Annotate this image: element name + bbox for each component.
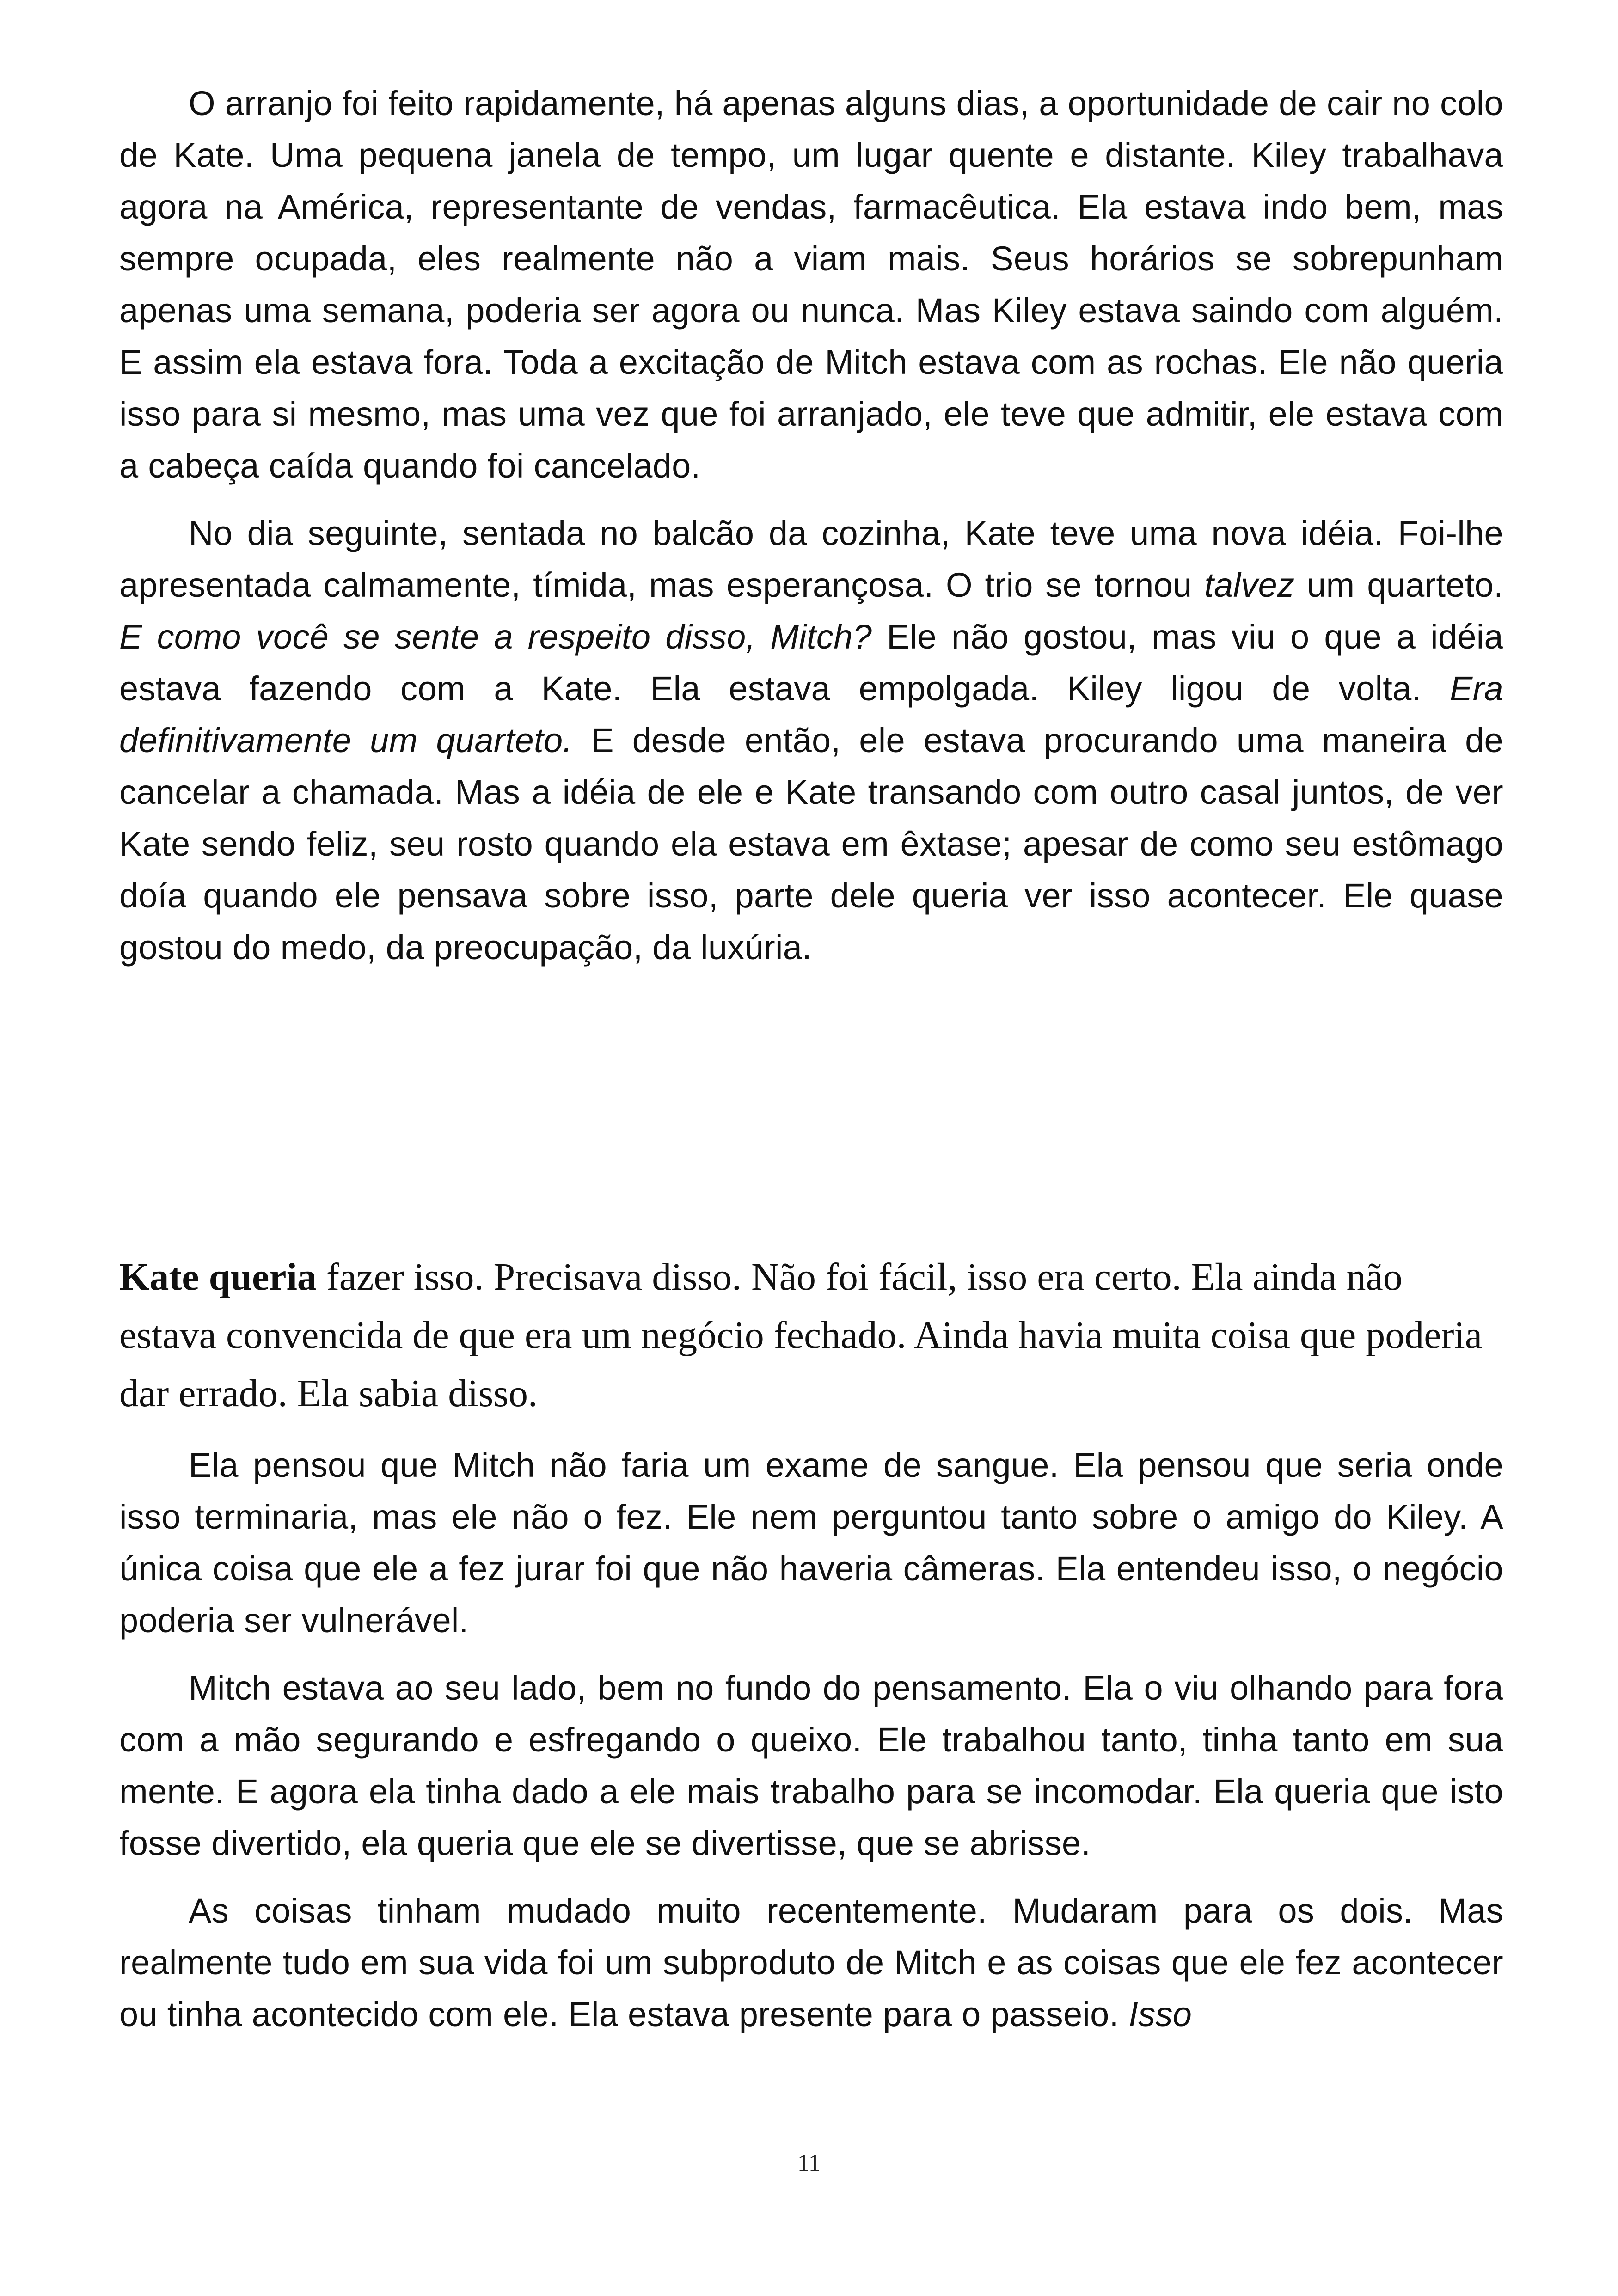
section-opening-text: fazer isso. Precisava disso. Não foi fácil, isso era certo. Ela ainda não estava convencida de que era um negócio fechado. Ainda havia muita coisa que poderia dar errado. Ela sabia disso. (119, 1255, 1483, 1415)
section-lead-in: Kate queria (119, 1255, 317, 1298)
paragraph-text: No dia seguinte, sentada no balcão da cozinha, Kate teve uma nova idéia. Foi-lhe apresentada calmamente, tímida, mas esperançosa. O trio se tornou (119, 514, 1503, 604)
section-opening (119, 1248, 1503, 1423)
italic-text: Era definitivamente um quarteto. (119, 669, 1503, 759)
paragraph (119, 1439, 1503, 1647)
paragraph-text: um quarteto. (1294, 566, 1503, 604)
text-block-top (119, 78, 1503, 974)
paragraph-text: As coisas tinham mudado muito recentemente. Mudaram para os dois. Mas realmente tudo em sua vida foi um subproduto de Mitch e as coisas que ele fez acontecer ou tinha acontecido com ele. Ela estava presente para o passeio. (119, 1892, 1503, 2033)
paragraph-text: E desde então, ele estava procurando uma maneira de cancelar a chamada. Mas a idéia de ele e Kate transando com outro casal juntos, de ver Kate sendo feliz, seu rosto quando ela estava em êxtase; apesar de como seu estômago doía quando ele pensava sobre isso, parte dele queria ver isso acontecer. Ele quase gostou do medo, da preocupação, da luxúria. (119, 721, 1503, 967)
paragraph-text: Ela pensou que Mitch não faria um exame de sangue. Ela pensou que seria onde isso terminaria, mas ele não o fez. Ele nem perguntou tanto sobre o amigo do Kiley. A única coisa que ele a fez jurar foi que não haveria câmeras. Ela entendeu isso, o negócio poderia ser vulnerável. (119, 1446, 1503, 1640)
italic-text: talvez (1204, 566, 1295, 604)
paragraph-text: Mitch estava ao seu lado, bem no fundo do pensamento. Ela o viu olhando para fora com a mão segurando e esfregando o queixo. Ele trabalhou tanto, tinha tanto em sua mente. E agora ela tinha dado a ele mais trabalho para se incomodar. Ela queria que isto fosse divertido, ela queria que ele se divertisse, que se abrisse. (119, 1669, 1503, 1862)
paragraph-text: Ele não gostou, mas viu o que a idéia estava fazendo com a Kate. Ela estava empolgada. Kiley ligou de volta. (119, 618, 1503, 708)
paragraph (119, 1662, 1503, 1869)
text-block-bottom (119, 1248, 1503, 2040)
paragraph (119, 508, 1503, 974)
italic-text: E como você se sente a respeito disso, Mitch? (119, 618, 872, 656)
paragraph (119, 78, 1503, 492)
page-number: 11 (797, 2150, 821, 2176)
italic-text: Isso (1128, 1995, 1192, 2033)
paragraph (119, 1885, 1503, 2040)
paragraph-text: O arranjo foi feito rapidamente, há apenas alguns dias, a oportunidade de cair no colo de Kate. Uma pequena janela de tempo, um lugar quente e distante. Kiley trabalhava agora na América, representante de vendas, farmacêutica. Ela estava indo bem, mas sempre ocupada, eles realmente não a viam mais. Seus horários se sobrepunham apenas uma semana, poderia ser agora ou nunca. Mas Kiley estava saindo com alguém. E assim ela estava fora. Toda a excitação de Mitch estava com as rochas. Ele não queria isso para si mesmo, mas uma vez que foi arranjado, ele teve que admitir, ele estava com a cabeça caída quando foi cancelado. (119, 84, 1503, 485)
